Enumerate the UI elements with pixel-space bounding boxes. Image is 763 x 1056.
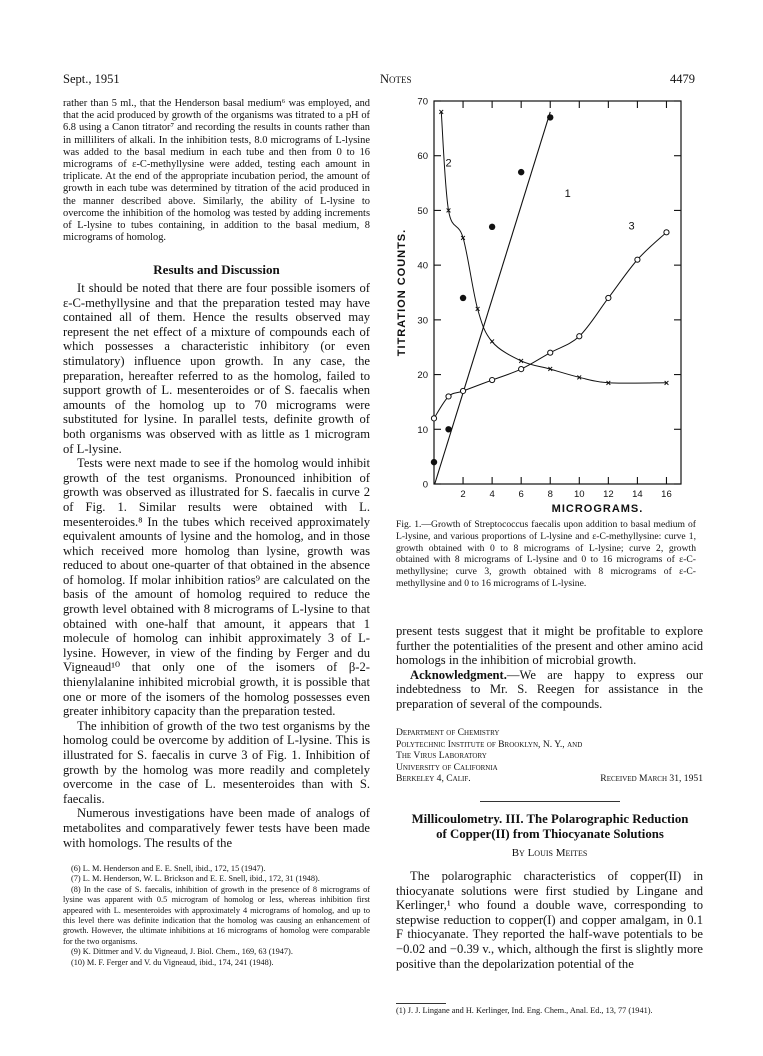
affiliation-block xyxy=(396,727,703,785)
acknowledgment xyxy=(396,668,703,712)
article-divider xyxy=(480,801,620,802)
y-tick-label: 40 xyxy=(417,260,428,272)
x-axis-label: MICROGRAMS. xyxy=(551,503,644,513)
acknowledgment-heading: Acknowledgment. xyxy=(410,667,507,682)
curve-label-3: 3 xyxy=(628,220,635,233)
paragraph-inhibition: Tests were next made to see if the homolog would inhibit growth of the test organisms. Pronounced inhibition of growth was observed as illustrated for S. faecalis in curve 2 of Fig. 1. Similar results were obtained with L. mesenteroides.⁸ In the tubes which received approximately equivalent amounts of lysine and the homolog, and in those which received more homolog than lysine, growth was reduced to about one-quarter of that obtained in the absence of homolog. If molar inhibition ratios⁹ are calculated on the basis of the amount of homolog required to reduce the growth level obtained with 8 micrograms of L-lysine to that obtained with one-half that amount, it appears that 1 molecule of homolog can inhibit approximately 3 of L-lysine. However, in view of the finding by Ferger and du Vigneaud¹⁰ that only one of the isomers of β-2-thienylalanine inhibited microbial growth, it is possible that one or more of the isomers of the homolog possesses even greater inhibitory capacity than the preparation tested. xyxy=(63,456,370,719)
series-1-point xyxy=(518,169,524,175)
x-tick-label: 4 xyxy=(489,489,495,500)
series-2-point: × xyxy=(474,303,481,314)
footnote-9: (9) K. Dittmer and V. du Vigneaud, J. Biol. Chem., 169, 63 (1947). xyxy=(71,947,293,957)
series-3-point xyxy=(548,350,553,355)
y-tick-label: 60 xyxy=(417,151,428,163)
y-axis-label: TITRATION COUNTS. xyxy=(396,228,408,357)
series-3-point xyxy=(446,394,451,399)
header-page-number: 4479 xyxy=(670,72,695,86)
x-tick-label: 2 xyxy=(460,489,466,500)
series-2-point: × xyxy=(438,106,444,117)
article-title: Millicoulometry. III. The Polarographic Reduction of Copper(II) from Thiocyanate Solutions xyxy=(411,812,689,841)
article-intro xyxy=(396,869,703,971)
series-1-point xyxy=(489,224,495,230)
affiliation-line-3: The Virus Laboratory xyxy=(396,750,487,761)
acknowledgment-text: —We are happy to express our indebtedness to Mr. S. Reegen for assistance in the preparation of several of the compounds. xyxy=(396,667,703,711)
affiliation-line-5: Berkeley 4, Calif. xyxy=(396,773,471,784)
section-heading-results: Results and Discussion xyxy=(153,262,280,277)
received-date: Received March 31, 1951 xyxy=(600,773,703,784)
affiliation-line-2: Polytechnic Institute of Brooklyn, N. Y., and xyxy=(396,738,583,750)
footnote-8: (8) In the case of S. faecalis, inhibition of growth in the presence of 8 micrograms of lysine was apparent with 0.5 microgram of homolog or less, whereas inhibition first appeared with L. mesenteroides with approximately 4 micrograms of homolog, and up to this level there was definite indication that the homolog was causing an enhancement of growth. However, the ultimate inhibitions at 16 micrograms of homolog were comparable for the two organisms. xyxy=(63,884,370,946)
right-footnote: (1) J. J. Lingane and H. Kerlinger, Ind. Eng. Chem., Anal. Ed., 13, 77 (1941). xyxy=(396,1006,653,1015)
x-tick-label: 14 xyxy=(632,489,643,500)
right-body-text xyxy=(396,624,703,712)
x-tick-label: 12 xyxy=(603,489,614,500)
series-3-point xyxy=(490,377,495,382)
paragraph-reversal: The inhibition of growth of the two test organisms by the homolog could be overcome by addition of L-lysine. This is illustrated for S. faecalis in curve 3 of Fig. 1. Inhibition of growth by the homolog was more readily and completely overcome in the case of L. mesenteroides than with S. faecalis. xyxy=(63,718,370,806)
article-author: By Louis Meites xyxy=(511,847,588,859)
paragraph-homologs: Numerous investigations have been made of analogs of metabolites and comparatively fewer tests have been made with homologs. The results of the xyxy=(63,806,370,850)
series-1-point xyxy=(431,459,437,465)
series-3-point xyxy=(635,257,640,262)
left-body-text xyxy=(63,281,370,850)
footnote-10: (10) M. F. Ferger and V. du Vigneaud, ibid., 174, 241 (1948). xyxy=(71,957,274,967)
affiliation-line-1: Department of Chemistry xyxy=(396,727,500,738)
series-1-point xyxy=(547,114,553,120)
series-3-point xyxy=(460,388,465,393)
series-2-point: × xyxy=(445,205,452,216)
figure-caption: Fig. 1.—Growth of Streptococcus faecalis upon addition to basal medium of L-lysine, and various proportions of L-lysine and ε-C-methyllysine: curve 1, growth obtained with 0 to 8 micrograms of L-lysine; curve 2, growth obtained with 8 micrograms of L-lysine and 0 to 16 micrograms of ε-C-methyllysine; curve 3, growth obtained with 8 micrograms of ε-C-methyllysine and 0 to 16 micrograms of L-lysine. xyxy=(396,519,696,589)
figure-1-chart xyxy=(383,88,713,513)
series-3-point xyxy=(431,416,436,421)
y-tick-label: 50 xyxy=(417,205,428,217)
footnote-7: (7) L. M. Henderson, W. L. Brickson and E. E. Snell, ibid., 172, 31 (1948). xyxy=(71,874,320,884)
x-tick-label: 16 xyxy=(661,489,672,500)
series-1-point xyxy=(445,426,451,432)
curve-label-2: 2 xyxy=(445,157,452,170)
header-section: Notes xyxy=(380,72,412,86)
x-tick-label: 6 xyxy=(518,489,524,500)
paragraph-conclusion: present tests suggest that it might be profitable to explore further the potentialities of the present and other amino acid homologs in the inhibition of microbial growth. xyxy=(396,624,703,668)
series-2-line xyxy=(441,112,666,383)
series-3-point xyxy=(664,230,669,235)
series-2-point: × xyxy=(460,232,466,243)
plot-frame xyxy=(434,101,681,484)
y-tick-label: 10 xyxy=(417,424,428,436)
series-3-point xyxy=(606,295,611,300)
series-3-point xyxy=(577,334,582,339)
footnote-divider xyxy=(396,1003,446,1004)
y-tick-label: 20 xyxy=(417,370,428,382)
series-2-point: × xyxy=(518,355,524,366)
series-2-point: × xyxy=(489,336,495,347)
curve-label-1: 1 xyxy=(564,187,571,200)
methods-text: rather than 5 ml., that the Henderson basal medium⁶ was employed, and that the acid produced by growth of the organisms was titrated to a pH of 6.8 using a Canon titrator⁷ and recording the results in counts rather than in milliliters of alkali. In the inhibition tests, 8.0 micrograms of L-lysine was added to the basal medium in each tube and then from 0 to 16 micrograms of ε-C-methyllysine were added, testing each amount in triplicate. At the end of the appropriate incubation period, the amount of growth in each tube was determined by titration of the acid produced in the manner described above. Similarly, the ability of L-lysine to overcome the inhibition of the homolog was tested by adding increments of L-lysine to tubes containing, in addition to the basal medium, 8 micrograms of homolog. xyxy=(63,98,370,244)
footnote-6: (6) L. M. Henderson and E. E. Snell, ibid., 172, 15 (1947). xyxy=(71,864,266,873)
affiliation-line-4: University of California xyxy=(396,761,498,773)
series-2-point: × xyxy=(663,377,670,388)
series-1-point xyxy=(460,295,466,301)
x-tick-label: 8 xyxy=(547,489,553,500)
series-3-line xyxy=(434,232,666,418)
methods-paragraph xyxy=(63,98,370,244)
left-footnotes xyxy=(63,864,370,968)
paragraph-polarographic: The polarographic characteristics of copper(II) in thiocyanate solutions were first studied by Lingane and Kerlinger,¹ who found a double wave, corresponding to stepwise reduction to copper(I) and copper amalgam, in 0.1 F thiocyanate. They reported the half-wave potentials to be −0.02 and −0.39 v., which, although the first is slightly more positive than the depolarization potential of the xyxy=(396,869,703,971)
series-3-point xyxy=(519,367,524,372)
series-1-line xyxy=(435,112,551,484)
y-tick-label: 30 xyxy=(417,315,428,327)
series-2-point: × xyxy=(605,377,611,388)
paragraph-isomers: It should be noted that there are four possible isomers of ε-C-methyllysine and that the preparation tested may have contained all of them. Hence the results observed may represent the net effect of a mixture of compounds each of which possesses a characteristic inhibitory (or even stimulatory) influence upon growth. In any case, the preparation, hereafter referred to as the homolog, failed to support growth of L. mesenteroides or of S. faecalis when amounts of the homolog up to 70 micrograms were substituted for lysine. In parallel tests, definite growth of both organisms was observed with as little as 1 microgram of L-lysine. xyxy=(63,281,370,456)
y-tick-label: 70 xyxy=(417,96,428,108)
series-2-point: × xyxy=(547,364,553,375)
series-2-point: × xyxy=(576,372,582,383)
x-tick-label: 10 xyxy=(574,489,585,500)
header-date: Sept., 1951 xyxy=(63,72,120,86)
y-tick-label: 0 xyxy=(422,479,428,491)
